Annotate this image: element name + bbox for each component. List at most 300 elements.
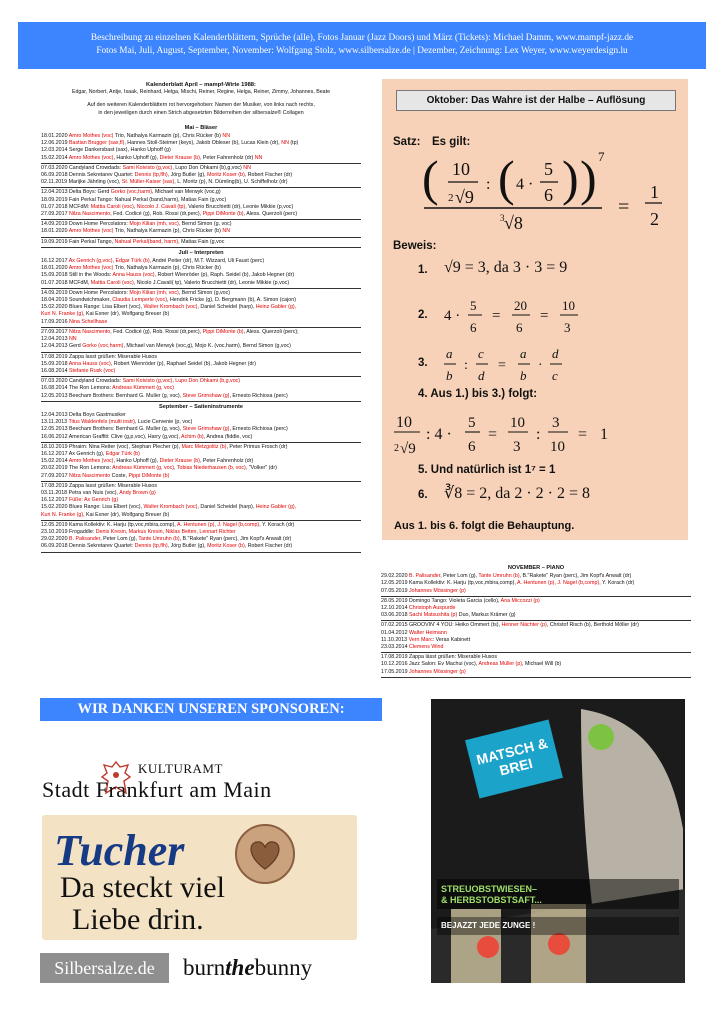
credit-text: Trio, Nathalya Karmazin (p), Chris Rücker (b) <box>113 228 223 235</box>
credit-text: 11.10.2013 <box>381 636 409 643</box>
svg-text:=: = <box>540 308 549 324</box>
highlighted-musician: Walter Krombach (voc) <box>143 304 198 311</box>
header-banner <box>18 22 706 69</box>
highlighted-musician: Ana Miccozzi (p) <box>500 597 540 604</box>
highlighted-musician: Tante Umruhn (b) <box>138 536 180 543</box>
credit-text: , B."Rakete" Ryan (perc), Jim Kopf's Anwalt (dr) <box>179 536 292 543</box>
credit-group <box>41 239 361 248</box>
beweis-label: Beweis: <box>393 240 437 252</box>
credit-group <box>41 412 361 443</box>
credit-line <box>41 133 361 140</box>
highlighted-musician: Henner Nächter (p) <box>501 622 547 629</box>
svg-text:10: 10 <box>452 159 470 179</box>
credit-text: , Bernd Simon (g,voc) <box>178 289 231 296</box>
credit-text: 12.06.2019 <box>41 140 69 147</box>
highlighted-musician: Steve Grimshaw (g) <box>182 426 230 433</box>
highlighted-musician: B. Palisander <box>68 536 101 543</box>
credit-text: , Daniel Scheidel (harp), <box>197 504 256 511</box>
credit-line <box>41 529 361 536</box>
credit-line <box>41 211 361 218</box>
svg-text::: : <box>464 358 468 373</box>
the-part: the <box>225 955 255 980</box>
credit-text: 15.02.2014 <box>41 154 69 161</box>
svg-text:c: c <box>478 346 484 361</box>
step-2-equation <box>442 292 642 338</box>
november-list <box>381 573 691 678</box>
credit-line <box>381 622 691 629</box>
highlighted-musician: Nilza Nascimento <box>68 472 111 479</box>
tucher-slogan-1: Da steckt viel <box>60 871 225 904</box>
section-juli: Juli – Interpreten <box>178 249 224 256</box>
credit-text: 18.01.2020 <box>41 265 69 272</box>
credit-text: , Peter Lom (g), <box>100 536 139 543</box>
highlighted-musician: Mattia Caroli (voc) <box>90 279 134 286</box>
credit-text: , Kai Exner (dr), Wolfgang Breuer (b) <box>83 311 170 318</box>
highlighted-musician: Edgar Türk (b) <box>105 450 140 457</box>
step-3-number: 3. <box>418 357 428 369</box>
svg-text:=: = <box>618 196 630 218</box>
credit-text: , Andrea (fiddle, voc) <box>203 433 253 440</box>
credit-text: 12.05.2013 Beecham Brothers: Bernhard G. Muller (g, voc), <box>41 426 183 433</box>
es-gilt-label: Es gilt: <box>432 136 471 148</box>
highlighted-musician: Lupo Don Ohkami (b,g,voc) <box>175 378 241 385</box>
highlighted-musician: Moritz Koser (b) <box>207 543 245 550</box>
credit-line <box>41 204 361 211</box>
credit-text: 14.09.2019 Down Home Percolators: <box>41 221 130 228</box>
credit-text: , Robert Fischer (dr) <box>244 172 293 179</box>
credit-line <box>41 189 361 196</box>
credit-text: , L. Moritz (p), N. Dümling(b), U. Schiffelholz (dr) <box>174 179 288 186</box>
svg-text:10: 10 <box>510 415 525 431</box>
credit-text: 12.05.2019 Kama Kollektiv: K. Harju (tp,voc,mbira,comp), <box>381 580 518 587</box>
credit-text: Trio, Nathalya Karmazin (p), Chris Rücker (b) <box>113 265 221 272</box>
highlighted-musician: Dieter Krause (b) <box>159 154 200 161</box>
stadt-frankfurt-label: Stadt Frankfurt am Main <box>42 777 272 802</box>
highlighted-musician: Gorko (voc,harm) <box>110 189 153 196</box>
credit-line <box>41 297 361 304</box>
credit-text: 20.02.2019 The Ron Lemons: <box>41 465 113 472</box>
credit-text: 16.12.2017 <box>41 258 69 265</box>
highlighted-musician: Achim (b) <box>181 433 204 440</box>
credit-line <box>381 637 691 644</box>
credit-text: , Bernd Simon (g, voc) <box>178 221 232 228</box>
credit-text: 16.06.2012 American Graffiti: Clive (g,p,voc), Harry (g,voc), <box>41 433 182 440</box>
highlighted-musician: Amro Mothes (voc) <box>68 458 114 465</box>
credit-text: 12.05.2013 Beecham Brothers: Bernhard G. Muller (g, voc), <box>41 392 183 399</box>
credit-text: , Michael Will (b) <box>522 661 562 668</box>
satz-label: Satz: <box>393 136 421 148</box>
credit-text: 14.09.2019 Down Home Percolators: <box>41 289 130 296</box>
credit-text: 18.04.2019 Soundwichmaker, <box>41 297 113 304</box>
credit-line <box>41 361 361 368</box>
svg-text:2: 2 <box>650 209 659 229</box>
step-3-equation <box>442 342 642 386</box>
credit-text: , <box>112 258 116 265</box>
credit-group <box>41 444 361 482</box>
april-title: Kalenderblatt April – mampf-Wirte 1988: <box>146 82 256 88</box>
credit-text: , Valerio Brucchietti (dr), Leonie Mikkie (p,voc) <box>185 203 294 210</box>
credit-text: , <box>554 580 558 587</box>
section-mai: Mai – Bläser <box>184 124 218 131</box>
credit-text: , Aless. Querzoli (perc); <box>243 328 299 335</box>
credit-text: 12.04.2013 Delta Boys: Gerd <box>41 189 111 196</box>
credit-line <box>41 497 361 504</box>
credit-text: 23.10.2019 Frogaddle: <box>41 528 96 535</box>
calendar-credits <box>41 82 361 554</box>
highlighted-musician: NN <box>222 228 231 235</box>
credit-text: 18.10.2019 Phraim: Nina Reiter (voc), Stephan Plecher (p), <box>41 443 182 450</box>
highlighted-musician: A. Hentunen (p) <box>177 521 215 528</box>
burn-part: burn <box>183 955 226 980</box>
highlighted-musician: Dennis (tp,flh) <box>134 543 168 550</box>
highlighted-musician: NN <box>243 164 251 171</box>
svg-text:=: = <box>488 426 498 443</box>
credit-text: , Ernesto Richiosa (perc) <box>229 392 288 399</box>
silbersalze-logo: Silbersalze.de <box>40 953 169 983</box>
credit-group <box>41 221 361 237</box>
matsch-text-2: & HERBSTOBSTSAFT... <box>441 895 542 905</box>
credit-text: 29.02.2020 <box>41 536 69 543</box>
svg-text:6: 6 <box>516 320 523 335</box>
april-note-2: in den jeweiligen durch einen Strich abgesetzten Bilderreihen der silbersalze® Collagen <box>98 109 304 116</box>
bunny-part: bunny <box>254 955 313 980</box>
svg-text:√9: √9 <box>455 187 474 207</box>
highlighted-musician: Amro Mothes (voc) <box>68 133 114 140</box>
credit-line <box>41 140 361 147</box>
svg-text:·: · <box>538 358 543 373</box>
svg-text:d: d <box>552 346 559 361</box>
credit-text: , Fed. Codicé (g), Rob. Rossi (dr,perc), <box>110 211 203 218</box>
credit-line <box>41 465 361 472</box>
highlighted-musician: Edgar Türk (b) <box>115 258 150 265</box>
highlighted-musician: Titus Waldenfels (multi instr) <box>68 419 135 426</box>
credit-line <box>41 451 361 458</box>
highlighted-musician: Nina Schellhase <box>68 318 108 325</box>
highlighted-musician: Dennis (tp,flh) <box>134 172 168 179</box>
credit-line <box>381 630 691 637</box>
credit-group <box>41 378 361 402</box>
step-2-number: 2. <box>418 309 428 321</box>
credit-line <box>41 473 361 480</box>
highlighted-musician: Andreas Kümmert (g, voc) <box>112 385 174 392</box>
credit-line <box>41 155 361 162</box>
credit-line <box>41 536 361 543</box>
svg-text:4 ·: 4 · <box>516 176 534 193</box>
credit-text: 17.08.2019 Zappa lasst grüßen: Miserable Husos <box>41 353 158 360</box>
credit-line <box>381 654 691 661</box>
credit-line <box>41 258 361 265</box>
svg-text:b: b <box>520 368 527 383</box>
credit-text: , Hendrik Fricke (g), D. Bergmann (b), A. Simon (cajon) <box>167 297 296 304</box>
svg-text:=: = <box>578 426 588 443</box>
highlighted-musician: Steve Grimshaw (g) <box>182 392 230 399</box>
credit-text: 06.09.2018 Dennis Sekretarev Quartet: <box>41 543 135 550</box>
highlighted-musician: Vern Marc <box>408 636 433 643</box>
credit-group <box>41 258 361 289</box>
highlighted-musician: Bastian Brugger (sax,fl) <box>68 140 125 147</box>
tucher-logo <box>42 815 357 940</box>
credit-text: , Kai Exner (dr), Wolfgang Breuer (b) <box>83 511 170 518</box>
credit-line <box>381 598 691 605</box>
svg-text:): ) <box>580 150 597 206</box>
svg-text:a: a <box>520 346 527 361</box>
credit-text: (tp) <box>288 140 299 147</box>
credit-line <box>41 319 361 326</box>
highlighted-musician: Tante Umruhn (b) <box>478 573 520 580</box>
credit-text: , Robert Fischer (dr) <box>244 543 293 550</box>
highlighted-musician: Amro Mothes (voc) <box>68 265 114 272</box>
credit-group <box>41 329 361 353</box>
svg-text:6: 6 <box>544 185 553 205</box>
credit-text: , Peter Fahrenholz (dr) <box>199 458 254 465</box>
credit-text: 12.10.2014 <box>381 605 409 612</box>
credit-line <box>381 612 691 619</box>
credit-line <box>41 147 361 154</box>
credit-text: 15.09.2018 Still in the Woods: <box>41 272 113 279</box>
svg-text:3: 3 <box>513 439 521 455</box>
svg-text:5: 5 <box>470 298 477 313</box>
step-4-text: 4. Aus 1.) bis 3.) folgt: <box>418 388 538 400</box>
credit-text: , André Peiter (dr), M.T. Wizzard, Uli Faust (perc) <box>149 258 265 265</box>
credit-line <box>41 444 361 451</box>
credit-line <box>41 280 361 287</box>
svg-text:4 ·: 4 · <box>444 308 461 324</box>
credit-text: 03.11.2018 Petra van Nuis (voc), <box>41 489 120 496</box>
credit-text: 15.02.2020 Blues Range: Lisa Elbert (voc), <box>41 504 144 511</box>
credit-text: , Nicolo J.Cavali( tp), Valerio Brucchietti (dr), Leonie Mikkie (p,voc) <box>133 279 290 286</box>
svg-text:10: 10 <box>562 298 575 313</box>
credit-text: 13.11.2013 <box>41 419 69 426</box>
credit-line <box>41 304 361 311</box>
credit-text: 17.09.2016 <box>41 318 69 325</box>
credit-text: 29.02.2020 <box>381 573 409 580</box>
october-puzzle-solution <box>382 79 688 540</box>
highlighted-musician: Clemens Wind <box>408 644 444 651</box>
credit-text: 06.09.2018 Dennis Sekretarev Quartet: <box>41 172 135 179</box>
highlighted-musician: Pippi DiMonte (b) <box>202 328 244 335</box>
credit-text: , Hannes Stoll-Steimer (keys), Jakob Obleser (b), Lucas Klein (dr), <box>124 140 282 147</box>
highlighted-musician: Mojo Kilian (mh, voc) <box>129 221 179 228</box>
credit-text: 16.08.2014 <box>41 367 69 374</box>
september-list <box>41 412 361 553</box>
burnthebunny-logo <box>183 953 312 983</box>
credit-text: , <box>133 203 137 210</box>
svg-text:3: 3 <box>552 415 560 431</box>
credit-text: , Aless. Querzoli (perc) <box>243 211 298 218</box>
credit-group <box>381 622 691 653</box>
step-1-number: 1. <box>418 264 428 276</box>
credit-line <box>381 669 691 676</box>
header-line-2: Fotos Mai, Juli, August, September, November: Wolfgang Stolz, www.silbersalze.de | Dezember, Zeichnung: Lex Weyer, www.weyerdesign.lu <box>96 46 628 56</box>
credit-text: 16.08.2014 The Ron Lemons: <box>41 385 113 392</box>
highlighted-musician: NN <box>281 140 289 147</box>
credit-text: 15.09.2018 <box>41 360 69 367</box>
highlighted-musician: Sami Koivisto (g,voc) <box>122 378 173 385</box>
svg-text:(: ( <box>422 150 439 206</box>
credit-line <box>41 172 361 179</box>
highlighted-musician: A. Hentunen (p) <box>517 580 555 587</box>
credit-text: , Jörg Butler (g), <box>167 172 208 179</box>
credit-group <box>41 354 361 378</box>
matsch-brei-ad <box>431 699 685 983</box>
credit-text: , Ernesto Richiosa (perc) <box>229 426 288 433</box>
highlighted-musician: Ax Genrich (g,voc) <box>68 258 113 265</box>
credit-text: 16.12.2017 <box>41 497 69 504</box>
credit-group <box>381 654 691 678</box>
svg-text:10: 10 <box>396 414 412 431</box>
credit-line <box>41 504 361 511</box>
highlighted-musician: Mojo Kilian (mh, voc) <box>129 289 179 296</box>
credit-text: 27.09.2017 <box>41 472 69 479</box>
credit-line <box>41 543 361 550</box>
credit-text: , Daniel Scheidel (harp), <box>197 304 256 311</box>
credit-text: , Peter Fahrenholz (dr) <box>199 154 255 161</box>
credit-text: 18.01.2020 <box>41 133 69 140</box>
credit-line <box>41 426 361 433</box>
highlighted-musician: Anna Hauss (voc) <box>112 272 155 279</box>
credit-text: 12.03.2014 Serge Dankersbast (sax), Hanko Uphoff (g) <box>41 147 171 154</box>
highlighted-musician: Heinz Gabler (g), <box>255 304 297 311</box>
svg-text:20: 20 <box>514 298 527 313</box>
credit-line <box>381 661 691 668</box>
matsch-text-1: STREUOBSTWIESEN– <box>441 884 538 894</box>
credit-text: 12.04.2013 <box>41 336 69 343</box>
credit-text: 01.07.2018 MCFdM, <box>41 279 91 286</box>
credit-line <box>41 490 361 497</box>
matsch-brand: MATSCH & BREI <box>465 719 563 798</box>
highlighted-musician: Nilza Nascimento <box>68 328 111 335</box>
svg-text:(: ( <box>498 150 515 206</box>
highlighted-musician: Johannes Mössinger (p) <box>408 668 466 675</box>
step-6-equation: ∛8 = 2, da 2 · 2 · 2 = 8 <box>444 485 590 502</box>
credit-line <box>41 512 361 519</box>
credit-text: 17.08.2019 Zappa lässt grüßen: Miserable Husos <box>381 654 498 661</box>
credit-line <box>41 483 361 490</box>
svg-text::: : <box>486 176 491 193</box>
highlighted-musician: Nahual Perkal(band, harm) <box>114 238 179 245</box>
credit-text: 03.06.2018 <box>381 612 409 619</box>
svg-text:1: 1 <box>650 182 659 202</box>
svg-text:: 4 ·: : 4 · <box>426 426 452 443</box>
highlighted-musician: Claudia Lemperle (voc) <box>112 297 168 304</box>
credit-text: , Michael van Merwyk (voc,g), Mojo K. (voc,harm), Bernd Simon (g,voc) <box>123 343 291 350</box>
credit-text: 17.05.2019 <box>381 668 409 675</box>
credit-line <box>381 580 691 587</box>
credit-text: 17.08.2019 Zappa lasst grüßen: Miserable Husos <box>41 482 158 489</box>
credit-text: , Peter Lom (g), <box>440 573 479 580</box>
credit-line <box>41 378 361 385</box>
credit-text: , Lupo Don Ohkami (b),g,voc) <box>172 164 244 171</box>
credit-line <box>381 588 691 595</box>
credit-text: , Hanko Uphoff (g), <box>113 458 160 465</box>
credit-text: 27.09.2017 <box>41 211 69 218</box>
april-names: Edgar, Norbert, Antje, Isaak, Reinhard, Helga, Mischi, Reiner, Regine, Helga, Reiner, Zimmy, Johannes, Beate <box>71 89 331 96</box>
highlighted-musician: B. Palisander <box>408 573 441 580</box>
credit-line <box>41 265 361 272</box>
highlighted-musician: Amro Mothes (voc) <box>68 228 114 235</box>
svg-text:5: 5 <box>468 415 476 431</box>
credit-group <box>41 189 361 220</box>
svg-text:7: 7 <box>598 149 605 164</box>
credit-line <box>41 522 361 529</box>
credit-text: Trio, Nathalya Karmazin (p), Chris Rücker (b) <box>113 133 223 140</box>
credit-text: Duo, Markus Krämer (g) <box>457 612 516 619</box>
credit-text: , B."Rakete" Ryan (perc), Jim Kopf's Anwalt (dr) <box>519 573 632 580</box>
credit-text: 12.04.2013 Delta Boys Gastmusiker <box>41 411 126 418</box>
credit-text: 18.01.2020 <box>41 228 69 235</box>
highlighted-musician: NN <box>222 133 231 140</box>
credit-group <box>41 483 361 521</box>
credit-line <box>41 393 361 400</box>
svg-text:5: 5 <box>544 159 553 179</box>
highlighted-musician: J. Nagel (b,comp) <box>557 580 600 587</box>
highlighted-musician: J. Nagel (b,comp) <box>217 521 260 528</box>
step-6-number: 6. <box>418 489 428 501</box>
credit-line <box>41 354 361 361</box>
credit-text: 07.03.2020 Candyland Crowdads: <box>41 164 123 171</box>
section-november: NOVEMBER – PIANO <box>507 565 565 571</box>
credit-line <box>41 368 361 375</box>
credit-text: 07.02.2015 GROOVIN' 4 YOU: Heiko Ommert (ts), <box>381 622 502 629</box>
credit-group <box>41 165 361 189</box>
highlighted-musician: Sami Koivisto (g,voc) <box>122 164 173 171</box>
step-5-text: 5. Und natürlich ist 1⁷ = 1 <box>418 464 556 476</box>
credit-text: , <box>214 521 218 528</box>
svg-text:√9: √9 <box>400 441 416 457</box>
tucher-slogan-2: Liebe drin. <box>72 903 204 936</box>
highlighted-musician: Heinz Gabler (g), <box>255 504 297 511</box>
credit-text: , Peter Primus Frosch (dr) <box>226 443 288 450</box>
highlighted-musician: NN <box>254 154 263 161</box>
juli-list <box>41 258 361 402</box>
credit-text: 18.09.2019 Fain Perkal Tango: Nahual Perkal (band,harm), Matias Fain (g,voc) <box>41 196 227 203</box>
credit-text: 10.12.2016 Jazz Salon: Ev Machui (voc), <box>381 661 479 668</box>
april-note-1: Auf den weiteren Kalenderblättern rot hervorgehoben: Namen der Musiker, von links nach rechts, <box>87 102 315 109</box>
credit-line <box>41 434 361 441</box>
credit-text: 01.07.2018 MCFdM: <box>41 203 91 210</box>
credit-text: , Y. Korach (dr) <box>259 521 295 528</box>
credit-text: : Veras Kabinett <box>432 636 471 643</box>
credit-line <box>381 644 691 651</box>
credit-text: 28.05.2019 Domingo Tango: Violeta Garcia (cello), <box>381 597 501 604</box>
credit-text: , Christof Risch (b), Berthold Möller (dr) <box>546 622 639 629</box>
credit-line <box>41 221 361 228</box>
credit-group <box>381 573 691 597</box>
credit-text: 07.03.2020 Candyland Crowdads: <box>41 378 123 385</box>
credit-line <box>381 573 691 580</box>
svg-text:√8: √8 <box>504 213 523 233</box>
credit-line <box>41 165 361 172</box>
credit-text: 12.05.2019 Kama Kollektiv: K. Harju (tp,voc,mbira,comp), <box>41 521 178 528</box>
svg-text:c: c <box>552 368 558 383</box>
svg-text:6: 6 <box>470 320 477 335</box>
credit-text: , Y. Korach (dr) <box>599 580 635 587</box>
credit-text: , Michael van Merwyk (voc,g) <box>152 189 221 196</box>
svg-text:3: 3 <box>500 213 505 223</box>
header-line-1: Beschreibung zu einzelnen Kalenderblättern, Sprüche (alle), Fotos Januar (Jazz Doors) und März (Tickets): Michael Damm, www.mampf-jazz.de <box>90 33 634 43</box>
credit-text: 07.05.2019 <box>381 587 409 594</box>
highlighted-musician: Andreas Kümmert (g, voc) <box>112 465 174 472</box>
highlighted-musician: Pippi DiMonte (b) <box>202 211 244 218</box>
puzzle-title: Oktober: Das Wahre ist der Halbe – Auflösung <box>396 90 676 111</box>
credit-group <box>41 522 361 553</box>
credit-text: , Matias Fain (g,voc <box>178 238 225 245</box>
highlighted-musician: Amro Mothes (voc) <box>68 154 114 161</box>
kulturamt-frankfurt-logo <box>42 757 352 805</box>
tucher-brand: Tucher <box>54 826 185 875</box>
highlighted-musician: Nilza Nascimento <box>68 211 111 218</box>
puzzle-conclusion: Aus 1. bis 6. folgt die Behauptung. <box>394 520 575 532</box>
